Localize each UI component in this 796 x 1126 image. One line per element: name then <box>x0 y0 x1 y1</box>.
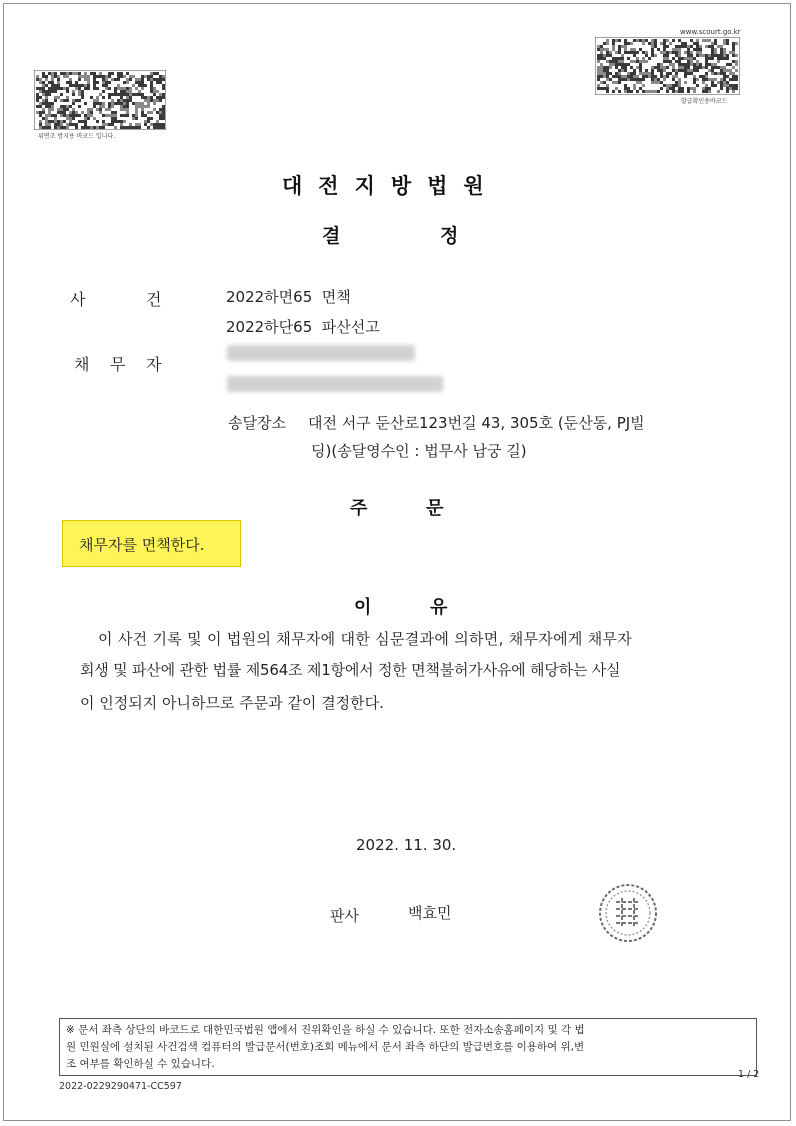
debtor-label: 채 무 자 <box>74 355 162 374</box>
site-url: www.scourt.go.kr <box>680 28 741 36</box>
judge-seal-stamp <box>597 882 659 944</box>
notice-line-1: ※ 문서 좌측 상단의 바코드로 대한민국법원 앱에서 진위확인을 하실 수 있습니다. 또한 전자소송홈페이지 및 각 법 <box>66 1024 585 1036</box>
order-text: 채무자를 면책한다. <box>79 536 205 554</box>
issue-verification-barcode <box>595 37 740 95</box>
notice-line-3: 조 여부를 확인하실 수 있습니다. <box>66 1058 215 1070</box>
delivery-address-line-1: 대전 서구 둔산로123번길 43, 305호 (둔산동, PJ빌 <box>308 414 645 432</box>
case-label: 사 건 <box>70 290 162 309</box>
order-heading: 주 문 <box>350 498 446 519</box>
forgery-prevention-barcode <box>34 70 166 130</box>
document-type: 결 정 <box>322 225 461 247</box>
delivery-address-line-2: 딩)(송달영수인 : 법무사 남궁 길) <box>311 442 527 460</box>
barcode-pattern-right <box>595 37 740 95</box>
case-number-2: 2022하단65 파산선고 <box>226 318 380 336</box>
page-number: 1 / 2 <box>738 1069 760 1080</box>
judge-name: 백효민 <box>408 904 452 922</box>
order-highlight <box>62 520 241 567</box>
reason-line-1: 이 사건 기록 및 이 법원의 채무자에 대한 심문결과에 의하면, 채무자에게 채무자 <box>98 630 633 648</box>
redacted-debtor-address <box>227 376 443 392</box>
delivery-label: 송달장소 <box>228 414 286 432</box>
issue-number: 2022-0229290471-CC597 <box>59 1081 182 1092</box>
issue-barcode-caption: 발급확인용바코드 <box>681 98 728 105</box>
judge-title: 판사 <box>330 907 359 925</box>
case-number-1: 2022하면65 면책 <box>226 288 351 306</box>
court-name: 대전지방법원 <box>282 174 500 198</box>
notice-line-2: 원 민원실에 설치된 사건검색 컴퓨터의 발급문서(번호)조회 메뉴에서 문서 좌측 하단의 발급번호를 이용하여 위,변 <box>66 1041 585 1053</box>
decision-date: 2022. 11. 30. <box>356 836 457 854</box>
reason-line-3: 이 인정되지 아니하므로 주문과 같이 결정한다. <box>80 694 384 712</box>
reason-line-2: 회생 및 파산에 관한 법률 제564조 제1항에서 정한 면책불허가사유에 해당하는 사실 <box>80 661 621 679</box>
redacted-debtor-name <box>227 345 415 361</box>
forgery-barcode-caption: 위변조 방지용 바코드 입니다. <box>38 133 116 140</box>
barcode-pattern-left <box>34 70 166 130</box>
reason-heading: 이 유 <box>354 597 450 618</box>
verification-notice <box>59 1018 757 1076</box>
